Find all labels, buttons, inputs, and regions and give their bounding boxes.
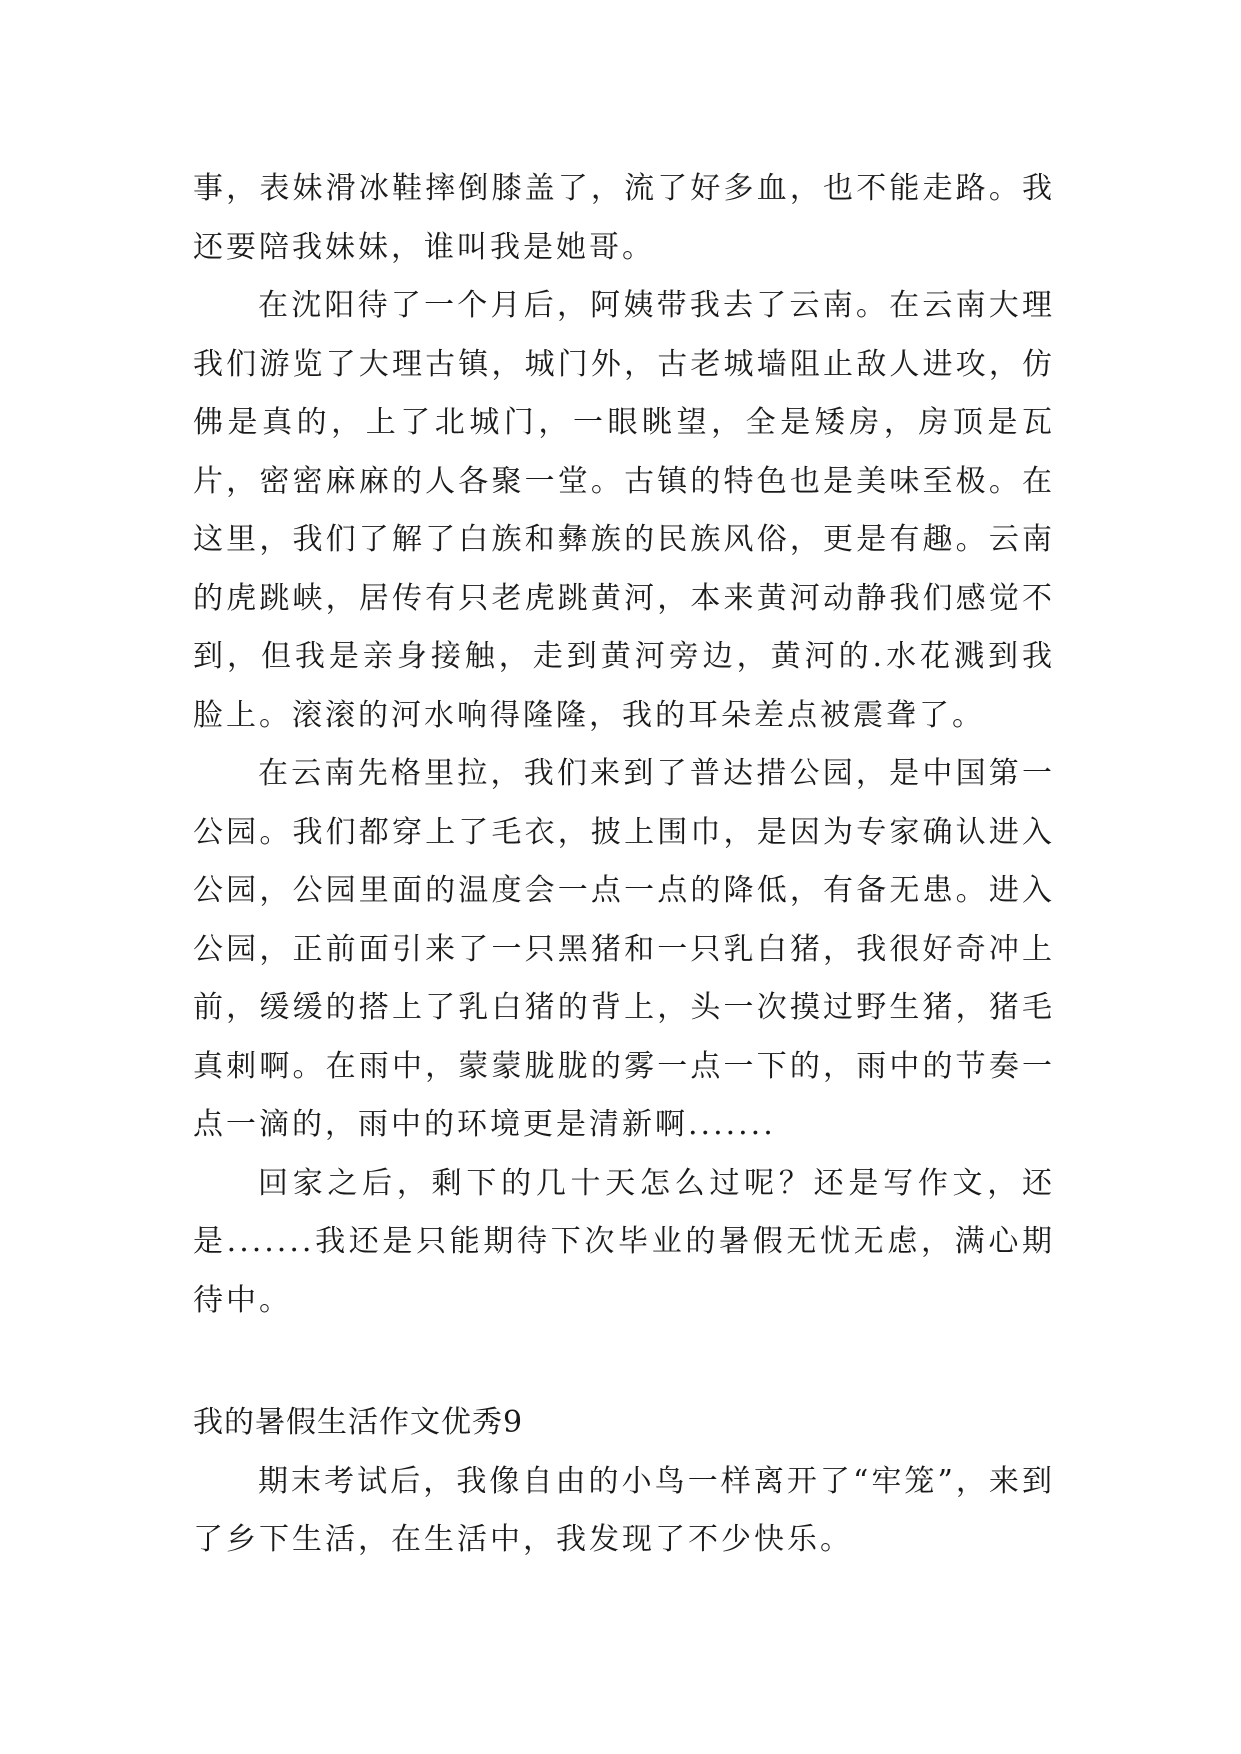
section-paragraph-1: 期末考试后，我像自由的小鸟一样离开了“牢笼”，来到了乡下生活，在生活中，我发现了不少快乐。 — [193, 1463, 1055, 1557]
paragraph-3: 在云南先格里拉，我们来到了普达措公园，是中国第一公园。我们都穿上了毛衣，披上围巾，是因为专家确认进入公园，公园里面的温度会一点一点的降低，有备无患。进入公园，正前面引来了一只黑猪和一只乳白猪，我很好奇冲上前，缓缓的搭上了乳白猪的背上，头一次摸过野生猪，猪毛真刺啊。在雨中，蒙蒙胧胧的雾一点一下的，雨中的节奏一点一滴的，雨中的环境更是清新啊....... — [193, 756, 1055, 1142]
section-title: 我的暑假生活作文优秀9 — [193, 1405, 524, 1440]
paragraph-1: 事，表妹滑冰鞋摔倒膝盖了，流了好多血，也不能走路。我还要陪我妹妹，谁叫我是她哥。 — [193, 171, 1055, 265]
paragraph-2: 在沈阳待了一个月后，阿姨带我去了云南。在云南大理我们游览了大理古镇，城门外，古老城墙阻止敌人进攻，仿佛是真的，上了北城门，一眼眺望，全是矮房，房顶是瓦片，密密麻麻的人各聚一堂。古镇的特色也是美味至极。在这里，我们了解了白族和彝族的民族风俗，更是有趣。云南的虎跳峡，居传有只老虎跳黄河，本来黄河动静我们感觉不到，但我是亲身接触，走到黄河旁边，黄河的.水花溅到我脸上。滚滚的河水响得隆隆，我的耳朵差点被震聋了。 — [193, 288, 1055, 733]
document-page — [193, 160, 1055, 1570]
paragraph-4: 回家之后，剩下的几十天怎么过呢？还是写作文，还是.......我还是只能期待下次毕业的暑假无忧无虑，满心期待中。 — [193, 1165, 1055, 1318]
